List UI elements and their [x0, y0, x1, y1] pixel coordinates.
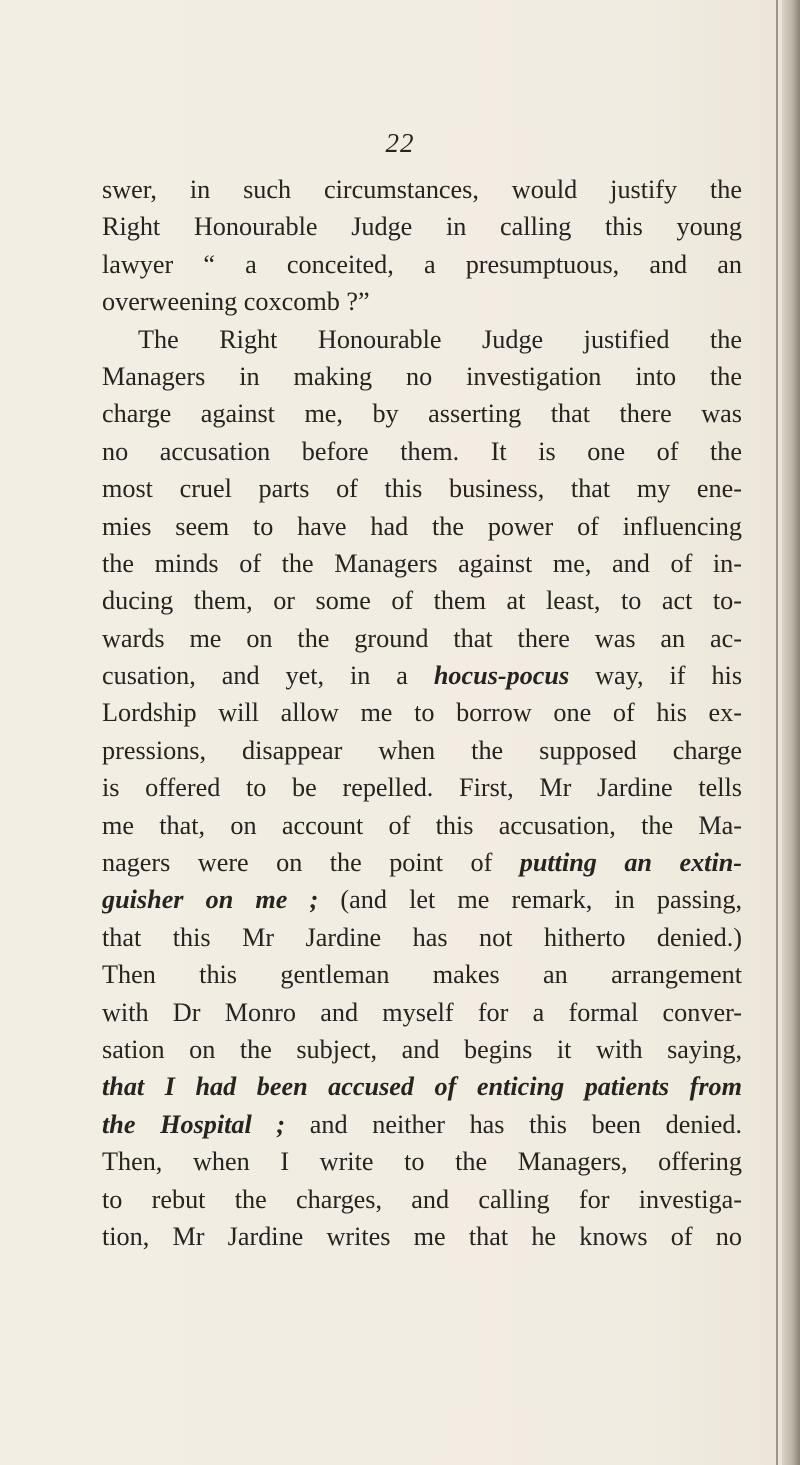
text-line	[102, 620, 742, 657]
text-run: charge against me, by asserting that there was	[102, 399, 742, 429]
page-number: 22	[385, 128, 415, 158]
text-line	[102, 769, 742, 806]
italic-text: hocus-pocus	[433, 661, 570, 691]
text-line	[102, 358, 742, 395]
text-line	[102, 1218, 742, 1255]
text-run: Managers in making no investigation into the	[102, 361, 742, 391]
text-run: tion, Mr Jardine writes me that he knows of no	[102, 1221, 742, 1251]
text-run: The Right Honourable Judge justified the	[138, 324, 742, 354]
body-text	[102, 171, 742, 1255]
text-run: no accusation before them. It is one of the	[102, 436, 742, 466]
italic-text: that I had been accused of enticing patients from	[102, 1072, 742, 1102]
text-line	[102, 1068, 742, 1105]
text-line	[102, 433, 742, 470]
text-run: nagers were on the point of	[102, 848, 520, 878]
text-run: pressions, disappear when the supposed charge	[102, 735, 742, 765]
text-run: Right Honourable Judge in calling this young	[102, 212, 742, 242]
text-line	[102, 807, 742, 844]
text-run: that this Mr Jardine has not hitherto denied.)	[102, 922, 742, 952]
text-run: wards me on the ground that there was an ac-	[102, 623, 742, 653]
text-run: (and let me remark, in passing,	[318, 885, 742, 915]
text-line	[102, 1181, 742, 1218]
text-line	[102, 171, 742, 208]
text-run: and neither has this been denied.	[285, 1109, 742, 1139]
page-gutter-line	[776, 0, 778, 1465]
text-line	[102, 1031, 742, 1068]
text-run: Then, when I write to the Managers, offering	[102, 1147, 742, 1177]
text-run: Then this gentleman makes an arrangement	[102, 960, 742, 990]
text-run: way, if his	[569, 661, 742, 691]
text-line	[102, 657, 742, 694]
text-line	[102, 395, 742, 432]
text-line	[102, 283, 742, 320]
text-run: ducing them, or some of them at least, to act to-	[102, 586, 742, 616]
italic-text: guisher on me ;	[102, 885, 319, 915]
text-run: Lordship will allow me to borrow one of his ex-	[102, 698, 742, 728]
text-run: me that, on account of this accusation, the Ma-	[102, 810, 742, 840]
text-line	[102, 470, 742, 507]
text-line	[102, 208, 742, 245]
text-run: mies seem to have had the power of influencing	[102, 511, 742, 541]
text-line	[102, 732, 742, 769]
text-line	[102, 582, 742, 619]
italic-text: putting an extin-	[519, 848, 742, 878]
text-line	[102, 545, 742, 582]
text-line	[102, 1143, 742, 1180]
italic-text: the Hospital ;	[102, 1109, 286, 1139]
text-run: with Dr Monro and myself for a formal conver-	[102, 997, 742, 1027]
page-edge-shadow	[782, 0, 800, 1465]
text-line	[102, 694, 742, 731]
text-line	[102, 956, 742, 993]
text-run: sation on the subject, and begins it with saying,	[102, 1034, 742, 1064]
text-run: cusation, and yet, in a	[102, 661, 434, 691]
text-line	[102, 246, 742, 283]
text-run: lawyer “ a conceited, a presumptuous, and an	[102, 249, 742, 279]
text-line	[102, 994, 742, 1031]
text-line	[102, 321, 742, 358]
text-run: to rebut the charges, and calling for investiga-	[102, 1184, 742, 1214]
text-line	[102, 508, 742, 545]
text-run: is offered to be repelled. First, Mr Jardine tells	[102, 773, 742, 803]
text-run: overweening coxcomb ?”	[102, 287, 370, 317]
text-run: the minds of the Managers against me, and of in-	[102, 548, 742, 578]
text-run: most cruel parts of this business, that my ene-	[102, 474, 742, 504]
text-line	[102, 844, 742, 881]
text-line	[102, 919, 742, 956]
text-run: swer, in such circumstances, would justify the	[102, 175, 742, 204]
text-line	[102, 1106, 742, 1143]
text-line	[102, 881, 742, 918]
